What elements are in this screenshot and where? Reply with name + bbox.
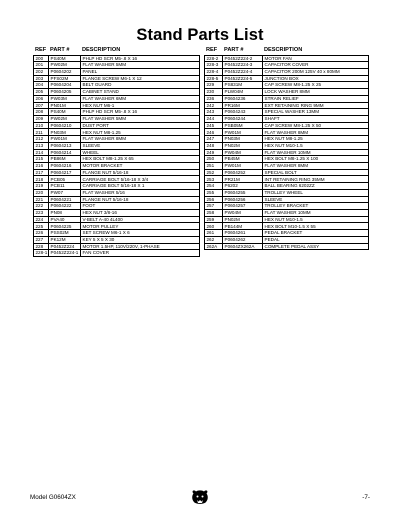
description-cell: HEX NUT M8-1.25 [263,136,369,143]
part-column-header: PART # [49,46,81,55]
ref-cell: 244 [205,115,223,122]
table-row [205,115,369,122]
parts-table-right [204,46,369,250]
ref-cell: 262 [205,236,223,243]
table-header-row [34,46,200,55]
table-row [34,176,200,183]
description-cell: EXT RETAINING RING 9MM [263,102,369,109]
part-number-cell: PS40M [49,109,81,116]
part-number-cell: P0604214 [49,149,81,156]
part-number-cell: PS831M [223,82,263,89]
ref-cell: 206 [34,95,49,102]
description-column-header: DESCRIPTION [263,46,369,55]
description-cell: FOOT [81,203,200,210]
part-number-cell: P0604261 [223,230,263,237]
part-number-cell: PN03M [223,136,263,143]
description-cell: SET SCREW M6-1 X 6 [81,230,200,237]
table-row [34,163,200,170]
table-row [205,55,369,62]
ref-cell: 249 [205,149,223,156]
description-cell: CARRIAGE BOLT 5/16-18 X 3/4 [81,176,200,183]
table-row [34,223,200,230]
ref-cell: 216 [34,163,49,170]
table-row [34,189,200,196]
ref-cell: 227 [34,236,49,243]
ref-cell: 257 [205,203,223,210]
table-row [34,142,200,149]
table-header-row [205,46,369,55]
description-cell: FLANGE NUT 5/16-18 [81,196,200,203]
table-row [34,156,200,163]
part-number-cell: P0604262 [223,236,263,243]
ref-cell: 221 [34,196,49,203]
description-cell: PEDAL [263,236,369,243]
part-number-cell: P0604217 [49,169,81,176]
description-cell: FLAT WASHER 8MM [263,129,369,136]
page-number: -7- [362,494,370,501]
description-cell: MOTOR 1.5HP, 110V/220V, 1-PHASE [81,243,200,250]
table-row [34,183,200,190]
part-number-cell: PW01M [223,129,263,136]
table-row [34,196,200,203]
part-number-cell: PLW04M [223,89,263,96]
description-cell: PHLP HD SCR M5-.8 X 16 [81,109,200,116]
part-number-cell: P0452Z224-5 [223,75,263,82]
description-cell: COMPLETE PEDAL ASSY [263,243,369,250]
ref-cell: 214 [34,149,49,156]
description-cell: DUST PORT [81,122,200,129]
part-number-cell: PW04M [223,210,263,217]
ref-cell: 229 [205,82,223,89]
description-column-header: DESCRIPTION [81,46,200,55]
ref-cell: 246 [205,129,223,136]
ref-cell: 230 [205,89,223,96]
description-cell: BELT GUARD [81,82,200,89]
part-number-cell: P0452Z224-2 [223,55,263,62]
description-cell: FAN COVER [81,250,200,257]
ref-cell: 242 [205,102,223,109]
description-cell: CAPACITOR 200M 125V 40 x 80MM [263,68,369,75]
description-cell: BALL BEARING 6202ZZ [263,183,369,190]
part-number-cell: P0604244 [223,115,263,122]
description-cell: FLAT WASHER 5MM [81,115,200,122]
part-number-cell: PW01M [223,163,263,170]
part-number-cell: P0604221 [49,196,81,203]
ref-cell: 208 [34,109,49,116]
part-number-cell: P0604257 [223,203,263,210]
table-row [34,62,200,69]
description-cell: SHAFT [263,115,369,122]
part-number-cell: PB45M [223,156,263,163]
ref-cell: 250 [205,156,223,163]
part-number-cell: PW07 [49,189,81,196]
description-cell: FLAT WASHER 6MM [81,95,200,102]
table-row [34,149,200,156]
part-number-cell: P0604243 [223,109,263,116]
description-cell: PEDAL BRACKET [263,230,369,237]
table-row [34,210,200,217]
page-title: Stand Parts List [136,26,264,44]
ref-cell: 203 [34,75,49,82]
part-column-header: PART # [223,46,263,55]
table-row [205,210,369,217]
description-cell: V-BELT A-40 4L400 [81,216,200,223]
part-number-cell: P0604ZX262A [223,243,263,250]
ref-column-header: REF [205,46,223,55]
ref-cell: 202 [34,68,49,75]
description-cell: FLAT WASHER 8MM [263,163,369,170]
ref-cell: 223 [34,210,49,217]
ref-cell: 236 [205,95,223,102]
description-cell: HEX NUT M10-1.5 [263,142,369,149]
part-number-cell: PK12M [49,236,81,243]
table-row [205,68,369,75]
part-number-cell: P0452Z224-3 [223,62,263,69]
ref-cell: 248 [205,142,223,149]
description-cell: MOTOR FAN [263,55,369,62]
ref-cell: 211 [34,129,49,136]
ref-cell: 205 [34,89,49,96]
ref-cell: 259 [205,216,223,223]
description-cell: MOTOR PULLEY [81,223,200,230]
description-cell: INT RETAINING RING 35MM [263,176,369,183]
ref-cell: 262A [205,243,223,250]
part-number-cell: P0604225 [49,223,81,230]
description-cell: CAPACITOR COVER [263,62,369,69]
part-number-cell: PFS02M [49,75,81,82]
description-cell: CAP SCREW M8-1.25 X 25 [263,82,369,89]
ref-cell: 212 [34,136,49,143]
ref-cell: 222 [34,203,49,210]
table-row [205,223,369,230]
table-row [34,95,200,102]
part-number-cell: P6202 [223,183,263,190]
table-row [205,129,369,136]
description-cell: FLAT WASHER 5MM [81,62,200,69]
description-cell: WHEEL [81,149,200,156]
description-cell: HEX BOLT M8-1.25 X 65 [81,156,200,163]
part-number-cell: P0604213 [49,142,81,149]
part-number-cell: P0604202 [49,68,81,75]
table-row [205,109,369,116]
description-cell: JUNCTION BOX [263,75,369,82]
description-cell: TROLLEY WHEEL [263,189,369,196]
table-row [205,196,369,203]
part-number-cell: PN02M [223,142,263,149]
description-cell: MOTOR BRACKET [81,163,200,170]
table-row [205,142,369,149]
table-row [34,122,200,129]
ref-cell: 228-5 [205,75,223,82]
table-row [205,82,369,89]
ref-cell: 226 [34,230,49,237]
description-cell: HEX NUT M10-1.5 [263,216,369,223]
table-row [34,102,200,109]
ref-cell: 218 [34,176,49,183]
description-cell: FLAT WASHER 10MM [263,149,369,156]
part-number-cell: PW02M [49,62,81,69]
table-row [34,243,200,250]
description-cell: HEX BOLT M10-1.5 X 55 [263,223,369,230]
ref-cell: 201 [34,62,49,69]
ref-cell: 228-4 [205,68,223,75]
ref-cell: 260 [205,223,223,230]
table-row [34,75,200,82]
ref-cell: 200 [34,55,49,62]
table-row [34,230,200,237]
table-row [34,115,200,122]
table-row [205,169,369,176]
description-cell: LOCK WASHER 8MM [263,89,369,96]
table-row [205,176,369,183]
table-row [34,55,200,62]
part-number-cell: PW04M [223,149,263,156]
ref-cell: 219 [34,183,49,190]
table-row [34,129,200,136]
table-row [205,102,369,109]
description-cell: HEX NUT 3/8-16 [81,210,200,217]
ref-cell: 243 [205,109,223,116]
ref-cell: 228-2 [205,55,223,62]
description-cell: PANEL [81,68,200,75]
part-number-cell: PR21M [223,176,263,183]
table-row [205,62,369,69]
description-cell: SLEEVE [263,196,369,203]
table-row [205,75,369,82]
bear-logo-icon [190,489,210,506]
table-row [205,156,369,163]
part-number-cell: PB86M [49,156,81,163]
table-row [34,68,200,75]
ref-cell: 254 [205,183,223,190]
description-cell: HEX NUT M8-1.25 [81,129,200,136]
description-cell: FLAT WASHER 5/16 [81,189,200,196]
ref-cell: 215 [34,156,49,163]
table-row [34,250,200,257]
table-row [34,136,200,143]
table-row [34,236,200,243]
table-row [205,95,369,102]
table-row [205,122,369,129]
description-cell: TROLLEY BRACKET [263,203,369,210]
description-cell: FLANGE NUT 5/16-18 [81,169,200,176]
part-number-cell: P0604256 [223,196,263,203]
table-row [205,136,369,143]
table-row [34,89,200,96]
table-row [34,109,200,116]
part-number-cell: P0604204 [49,82,81,89]
table-row [205,189,369,196]
part-number-cell: PB144M [223,223,263,230]
table-row [205,236,369,243]
ref-cell: 228-1 [35,250,48,256]
part-number-cell: PVA40 [49,216,81,223]
ref-cell: 210 [34,122,49,129]
part-number-cell: PW02M [49,115,81,122]
part-number-cell: PCB05 [49,176,81,183]
ref-cell: 228-3 [205,62,223,69]
part-number-cell: PSB05M [223,122,263,129]
table-row [205,216,369,223]
ref-cell: 228 [34,243,49,250]
part-number-cell: PSS02M [49,230,81,237]
table-row [34,82,200,89]
part-number-cell: P0604236 [223,95,263,102]
table-row [34,216,200,223]
table-row [205,183,369,190]
ref-cell: 261 [205,230,223,237]
ref-cell: 217 [34,169,49,176]
part-number-cell: P0604252 [223,169,263,176]
ref-cell: 220 [34,189,49,196]
table-row [34,203,200,210]
ref-cell: 256 [205,196,223,203]
description-cell: HEX BOLT M8-1.25 X 100 [263,156,369,163]
ref-cell: 245 [205,122,223,129]
part-number-cell: PN08 [49,210,81,217]
description-cell: HEX NUT M6-1 [81,102,200,109]
description-cell: FLAT WASHER 10MM [263,210,369,217]
description-cell: CAP SCREW M8-1.25 X 50 [263,122,369,129]
part-number-cell: P0604216 [49,163,81,170]
part-number-cell: PW01M [49,136,81,143]
description-cell: FLANGE SCREW M6-1 X 12 [81,75,200,82]
part-number-cell: PS40M [49,55,81,62]
part-number-cell: P0452Z224 [49,243,81,250]
ref-column-header: REF [34,46,49,55]
part-number-cell: P0604205 [49,89,81,96]
part-number-cell: PW03M [49,95,81,102]
ref-cell: 247 [205,136,223,143]
parts-table-left [33,46,200,257]
description-cell: CARRIAGE BOLT 5/16-18 X 1 [81,183,200,190]
description-cell: PHLP HD SCR M5-.8 X 16 [81,55,200,62]
ref-cell: 251 [205,163,223,170]
description-cell: CABINET STAND [81,89,200,96]
ref-cell: 209 [34,115,49,122]
part-number-cell: PN02M [223,216,263,223]
description-cell: STRAIN RELIEF [263,95,369,102]
table-row [205,203,369,210]
part-number-cell: P0604255 [223,189,263,196]
part-number-cell: PN01M [49,102,81,109]
ref-cell: 225 [34,223,49,230]
ref-cell: 252 [205,169,223,176]
part-number-cell: P0452Z224-1 [49,250,81,257]
description-cell: SLEEVE [81,142,200,149]
description-cell: FLAT WASHER 8MM [81,136,200,143]
table-row [205,149,369,156]
ref-cell: 253 [205,176,223,183]
table-row [34,169,200,176]
description-cell: KEY 5 X 5 X 30 [81,236,200,243]
table-row [205,243,369,250]
ref-cell: 258 [205,210,223,217]
model-number: Model G0604ZX [30,494,76,501]
part-number-cell: PCB11 [49,183,81,190]
table-row [205,89,369,96]
ref-cell: 255 [205,189,223,196]
description-cell: SPECIAL BOLT [263,169,369,176]
description-cell: SPECIAL WASHER 13MM [263,109,369,116]
part-number-cell: P0452Z224-4 [223,68,263,75]
part-number-cell: P0604222 [49,203,81,210]
ref-cell: 213 [34,142,49,149]
ref-cell: 224 [34,216,49,223]
table-row [205,163,369,170]
part-number-cell: P0604210 [49,122,81,129]
table-row [205,230,369,237]
part-number-cell: PR16M [223,102,263,109]
ref-cell: 204 [34,82,49,89]
part-number-cell: PN03M [49,129,81,136]
ref-cell: 207 [34,102,49,109]
